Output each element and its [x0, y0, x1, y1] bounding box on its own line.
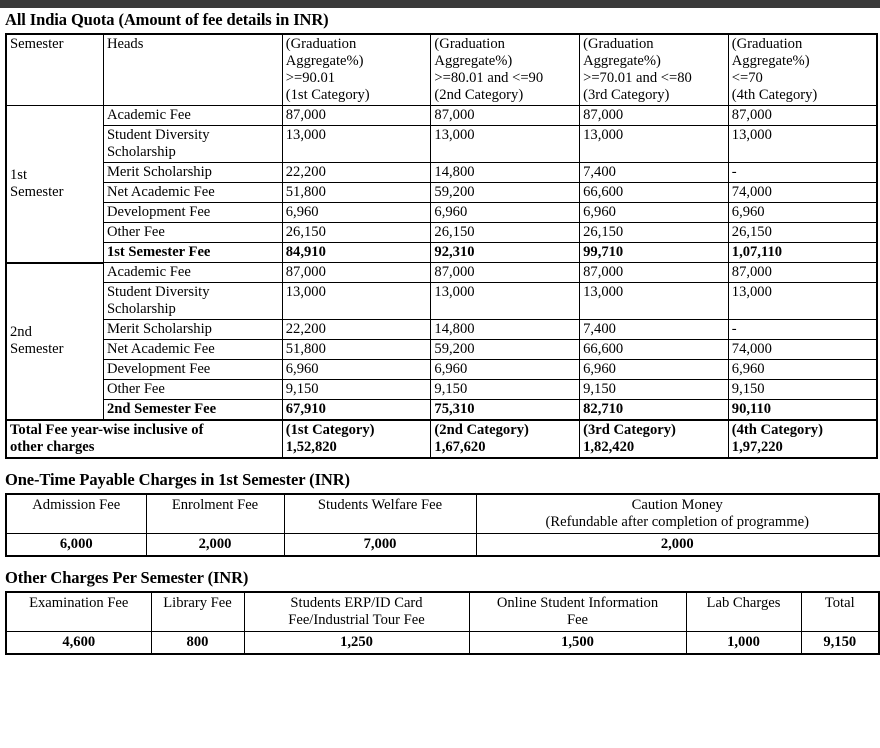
table-row — [6, 283, 877, 320]
row-value: 14,800 — [431, 163, 580, 183]
category-1-line-2: Aggregate%) — [285, 53, 364, 69]
semester-total-value: 75,310 — [431, 400, 580, 421]
grand-total-label — [6, 420, 282, 458]
row-head: Academic Fee — [103, 106, 282, 126]
table-row — [6, 320, 877, 340]
row-value: 6,960 — [580, 360, 729, 380]
grand-total-row — [6, 420, 877, 458]
grand-total-amount-4: 1,97,220 — [731, 439, 783, 455]
row-value: 74,000 — [728, 340, 877, 360]
table-header-row — [6, 494, 879, 534]
row-value: 13,000 — [580, 126, 729, 163]
column-header-erp-id-card-fee — [244, 592, 469, 632]
row-value: 66,600 — [580, 183, 729, 203]
top-decorative-bar — [0, 0, 880, 8]
row-value: 87,000 — [728, 106, 877, 126]
row-value: 7,400 — [580, 163, 729, 183]
row-value: 87,000 — [431, 106, 580, 126]
row-head-line-2: Scholarship — [106, 301, 176, 317]
row-head: Academic Fee — [103, 263, 282, 283]
column-header-category-1 — [282, 34, 431, 106]
table-row — [6, 223, 877, 243]
table-row — [6, 263, 877, 283]
grand-total-cell-2 — [431, 420, 580, 458]
category-1-line-3: >=90.01 — [285, 70, 336, 86]
row-value: 26,150 — [580, 223, 729, 243]
row-value: 6,960 — [282, 360, 431, 380]
row-value: - — [728, 320, 877, 340]
category-4-line-4: (4th Category) — [731, 87, 818, 103]
row-value: 9,150 — [580, 380, 729, 400]
semester-total-row — [6, 400, 877, 421]
row-value: 66,600 — [580, 340, 729, 360]
value-enrolment-fee: 2,000 — [146, 534, 284, 557]
row-head: Net Academic Fee — [103, 183, 282, 203]
row-value: 59,200 — [431, 183, 580, 203]
semester-1-line-2: Semester — [10, 183, 64, 200]
semester-total-value: 67,910 — [282, 400, 431, 421]
semester-total-value: 90,110 — [728, 400, 877, 421]
row-value: 87,000 — [580, 106, 729, 126]
row-value: 13,000 — [728, 283, 877, 320]
table-row — [6, 534, 879, 557]
category-1-line-1: (Graduation — [285, 36, 357, 52]
row-head: Development Fee — [103, 360, 282, 380]
table-row — [6, 203, 877, 223]
table-row — [6, 163, 877, 183]
row-value: 6,960 — [580, 203, 729, 223]
row-value: 13,000 — [282, 283, 431, 320]
semester-total-label: 1st Semester Fee — [103, 243, 282, 263]
grand-total-amount-2: 1,67,620 — [434, 439, 486, 455]
row-value: 13,000 — [580, 283, 729, 320]
row-value: 51,800 — [282, 340, 431, 360]
row-head: Other Fee — [103, 223, 282, 243]
value-caution-money: 2,000 — [476, 534, 879, 557]
semester-total-row — [6, 243, 877, 263]
row-value: 26,150 — [431, 223, 580, 243]
table-row — [6, 106, 877, 126]
column-header-examination-fee: Examination Fee — [6, 592, 151, 632]
value-online-student-information-fee: 1,500 — [469, 632, 686, 655]
category-3-line-3: >=70.01 and <=80 — [583, 70, 692, 86]
column-header-category-2 — [431, 34, 580, 106]
row-head: Net Academic Fee — [103, 340, 282, 360]
semester-2-line-2: Semester — [10, 341, 64, 358]
row-value: - — [728, 163, 877, 183]
semester-total-value: 99,710 — [580, 243, 729, 263]
row-value: 74,000 — [728, 183, 877, 203]
grand-total-cell-4 — [728, 420, 877, 458]
row-value: 22,200 — [282, 163, 431, 183]
semester-total-value: 82,710 — [580, 400, 729, 421]
column-header-students-welfare-fee: Students Welfare Fee — [284, 494, 476, 534]
semester-1-line-1: 1st — [10, 166, 28, 183]
category-3-line-2: Aggregate%) — [583, 53, 661, 69]
row-head — [103, 283, 282, 320]
osi-header-line-1: Online Student Information — [496, 595, 659, 611]
column-header-caution-money — [476, 494, 879, 534]
value-library-fee: 800 — [151, 632, 244, 655]
column-header-semester: Semester — [6, 34, 103, 106]
row-value: 7,400 — [580, 320, 729, 340]
grand-total-category-3: (3rd Category) — [583, 422, 676, 438]
value-admission-fee: 6,000 — [6, 534, 146, 557]
erp-header-line-2: Fee/Industrial Tour Fee — [288, 612, 425, 628]
document-page — [0, 8, 880, 655]
row-value: 6,960 — [431, 203, 580, 223]
caution-money-line-2: (Refundable after completion of programme) — [545, 514, 809, 530]
row-value: 13,000 — [728, 126, 877, 163]
column-header-total: Total — [801, 592, 879, 632]
other-charges-section-title: Other Charges Per Semester (INR) — [5, 568, 249, 587]
value-students-welfare-fee: 7,000 — [284, 534, 476, 557]
category-1-line-4: (1st Category) — [285, 87, 370, 103]
row-value: 87,000 — [580, 263, 729, 283]
value-total: 9,150 — [801, 632, 879, 655]
table-row — [6, 632, 879, 655]
grand-total-category-4: (4th Category) — [731, 422, 823, 438]
table-header-row — [6, 34, 877, 106]
table-row — [6, 380, 877, 400]
category-4-line-3: <=70 — [731, 70, 763, 86]
row-value: 13,000 — [431, 126, 580, 163]
grand-total-category-2: (2nd Category) — [434, 422, 529, 438]
category-4-line-1: (Graduation — [731, 36, 803, 52]
semester-total-label: 2nd Semester Fee — [103, 400, 282, 421]
row-value: 26,150 — [728, 223, 877, 243]
grand-total-cell-3 — [580, 420, 729, 458]
row-value: 22,200 — [282, 320, 431, 340]
column-header-enrolment-fee: Enrolment Fee — [146, 494, 284, 534]
grand-total-label-line-2: other charges — [10, 439, 95, 455]
category-3-line-4: (3rd Category) — [583, 87, 670, 103]
table-header-row — [6, 592, 879, 632]
row-value: 87,000 — [431, 263, 580, 283]
category-2-line-4: (2nd Category) — [434, 87, 524, 103]
category-4-line-2: Aggregate%) — [731, 53, 810, 69]
row-value: 13,000 — [282, 126, 431, 163]
category-2-line-1: (Graduation — [434, 36, 505, 52]
row-value: 51,800 — [282, 183, 431, 203]
onetime-payable-charges-table — [5, 493, 880, 557]
value-examination-fee: 4,600 — [6, 632, 151, 655]
grand-total-category-1: (1st Category) — [285, 422, 375, 438]
column-header-online-student-information-fee — [469, 592, 686, 632]
semester-label-2 — [6, 263, 103, 421]
grand-total-amount-1: 1,52,820 — [285, 439, 337, 455]
onetime-section-title: One-Time Payable Charges in 1st Semester (INR) — [5, 470, 350, 489]
column-header-library-fee: Library Fee — [151, 592, 244, 632]
category-2-line-2: Aggregate%) — [434, 53, 513, 69]
grand-total-amount-3: 1,82,420 — [583, 439, 635, 455]
other-charges-per-semester-table — [5, 591, 880, 655]
osi-header-line-2: Fee — [566, 612, 589, 628]
row-value: 6,960 — [728, 360, 877, 380]
semester-total-value: 84,910 — [282, 243, 431, 263]
column-header-category-4 — [728, 34, 877, 106]
row-value: 13,000 — [431, 283, 580, 320]
row-value: 6,960 — [282, 203, 431, 223]
row-value: 87,000 — [282, 263, 431, 283]
row-value: 9,150 — [728, 380, 877, 400]
row-head: Merit Scholarship — [103, 163, 282, 183]
row-head-line-1: Student Diversity — [106, 127, 210, 143]
row-head-line-2: Scholarship — [106, 144, 176, 160]
semester-2-line-1: 2nd — [10, 324, 32, 341]
semester-label-1 — [6, 106, 103, 263]
value-lab-charges: 1,000 — [686, 632, 801, 655]
page-title: All India Quota (Amount of fee details in INR) — [5, 10, 329, 29]
row-value: 26,150 — [282, 223, 431, 243]
caution-money-line-1: Caution Money — [631, 497, 723, 513]
column-header-admission-fee: Admission Fee — [6, 494, 146, 534]
table-row — [6, 360, 877, 380]
row-head — [103, 126, 282, 163]
column-header-heads: Heads — [103, 34, 282, 106]
all-india-quota-fee-table — [5, 33, 878, 459]
row-value: 87,000 — [728, 263, 877, 283]
category-3-line-1: (Graduation — [583, 36, 654, 52]
row-head: Merit Scholarship — [103, 320, 282, 340]
row-head-line-1: Student Diversity — [106, 284, 210, 300]
semester-total-value: 92,310 — [431, 243, 580, 263]
table-row — [6, 183, 877, 203]
row-head: Development Fee — [103, 203, 282, 223]
column-header-category-3 — [580, 34, 729, 106]
table-row — [6, 126, 877, 163]
row-value: 6,960 — [431, 360, 580, 380]
column-header-lab-charges: Lab Charges — [686, 592, 801, 632]
semester-total-value: 1,07,110 — [728, 243, 877, 263]
row-value: 59,200 — [431, 340, 580, 360]
erp-header-line-1: Students ERP/ID Card — [290, 595, 423, 611]
row-value: 9,150 — [431, 380, 580, 400]
row-value: 87,000 — [282, 106, 431, 126]
grand-total-label-line-1: Total Fee year-wise inclusive of — [10, 422, 204, 438]
table-row — [6, 340, 877, 360]
row-head: Other Fee — [103, 380, 282, 400]
row-value: 6,960 — [728, 203, 877, 223]
row-value: 9,150 — [282, 380, 431, 400]
value-erp-id-card-fee: 1,250 — [244, 632, 469, 655]
grand-total-cell-1 — [282, 420, 431, 458]
category-2-line-3: >=80.01 and <=90 — [434, 70, 544, 86]
row-value: 14,800 — [431, 320, 580, 340]
